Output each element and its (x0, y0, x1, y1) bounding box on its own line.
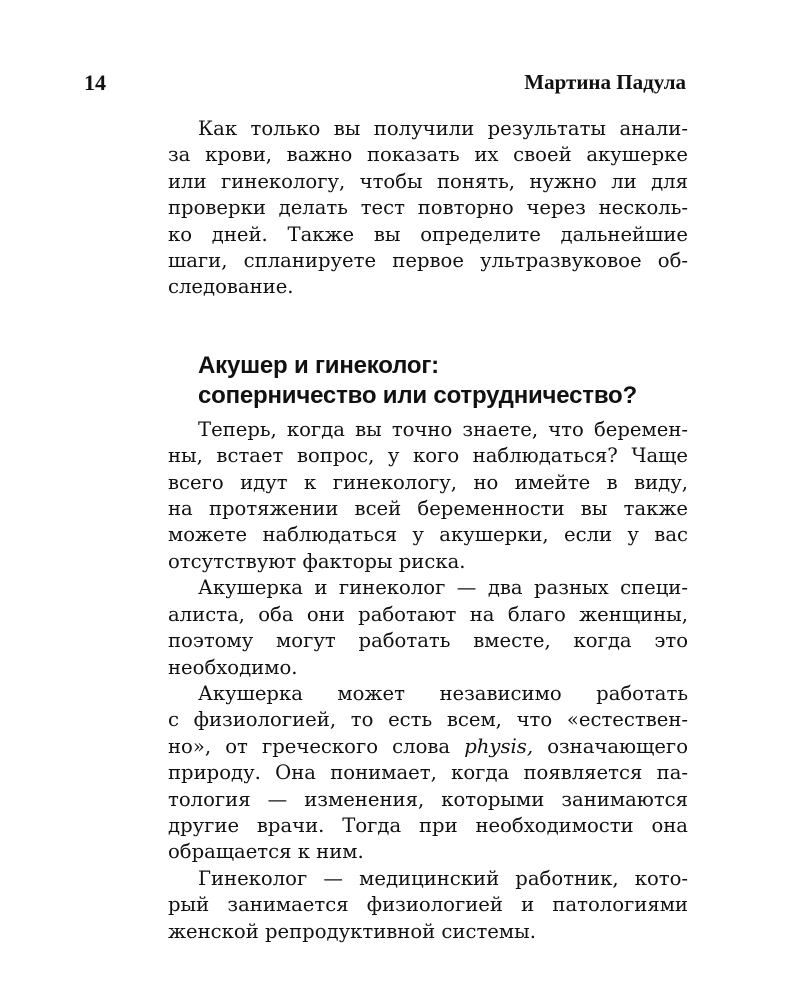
text-line: шаги, спланируете первое ультразвуковое об- (168, 249, 688, 273)
text-line: Теперь, когда вы точно знаете, что беремен- (198, 417, 688, 441)
text-line: отсутствуют факторы риска. (168, 549, 466, 573)
page-content (168, 116, 688, 945)
italic-term-physis: physis, (464, 734, 534, 758)
text-line: ко дней. Также вы определите дальнейшие (168, 222, 688, 246)
text-line: следование. (168, 275, 294, 299)
text-line: необходимо. (168, 655, 298, 679)
text-line: можете наблюдаться у акушерки, если у вас (168, 523, 688, 547)
text-line: всего идут к гинекологу, но имейте в виду, (168, 470, 688, 494)
heading-line: Акушер и гинеколог: (198, 351, 439, 379)
text-line: Гинеколог — медицинский работник, кото- (198, 866, 688, 890)
section-heading (168, 351, 688, 411)
text-line: алиста, оба они работают на благо женщины, (168, 602, 688, 626)
section-spacer (168, 301, 688, 351)
text-line: за крови, важно показать их своей акушерке (168, 143, 688, 167)
text-fragment: но», от греческого слова (168, 734, 465, 758)
text-line: поэтому могут работать вместе, когда это (168, 629, 688, 653)
text-line: Как только вы получили результаты анали- (198, 117, 688, 140)
text-line: с физиологией, то есть всем, что «естествен- (168, 708, 688, 732)
heading-line: соперничество или сотрудничество? (198, 381, 637, 409)
paragraph-blood-test (168, 116, 688, 301)
text-line: тология — изменения, которыми занимаются (168, 787, 688, 811)
text-line: Акушерка может независимо работать (198, 681, 688, 705)
paragraph-two-specialists (168, 575, 688, 681)
text-line: проверки делать тест повторно через несколь- (168, 196, 688, 220)
text-line: женской репродуктивной системы. (168, 919, 536, 943)
text-fragment: означающего (533, 734, 688, 758)
text-line: Акушерка и гинеколог — два разных специ- (198, 576, 688, 600)
text-line: на протяжении всей беременности вы также (168, 497, 688, 521)
text-line: или гинекологу, чтобы понять, нужно ли для (168, 169, 688, 193)
page-number: 14 (84, 70, 106, 95)
running-header-author: Мартина Падула (524, 70, 686, 94)
paragraph-gynecologist (168, 866, 688, 945)
text-line: рый занимается физиологией и патологиями (168, 893, 688, 917)
text-line: обращается к ним. (168, 840, 364, 864)
paragraph-midwife-physiology (168, 681, 688, 866)
text-line: природу. Она понимает, когда появляется па- (168, 761, 688, 785)
paragraph-pregnancy-choice (168, 417, 688, 575)
text-line: другие врачи. Тогда при необходимости она (168, 813, 688, 837)
text-line-with-italic (168, 734, 688, 760)
text-line: ны, встает вопрос, у кого наблюдаться? Чаще (168, 444, 688, 468)
